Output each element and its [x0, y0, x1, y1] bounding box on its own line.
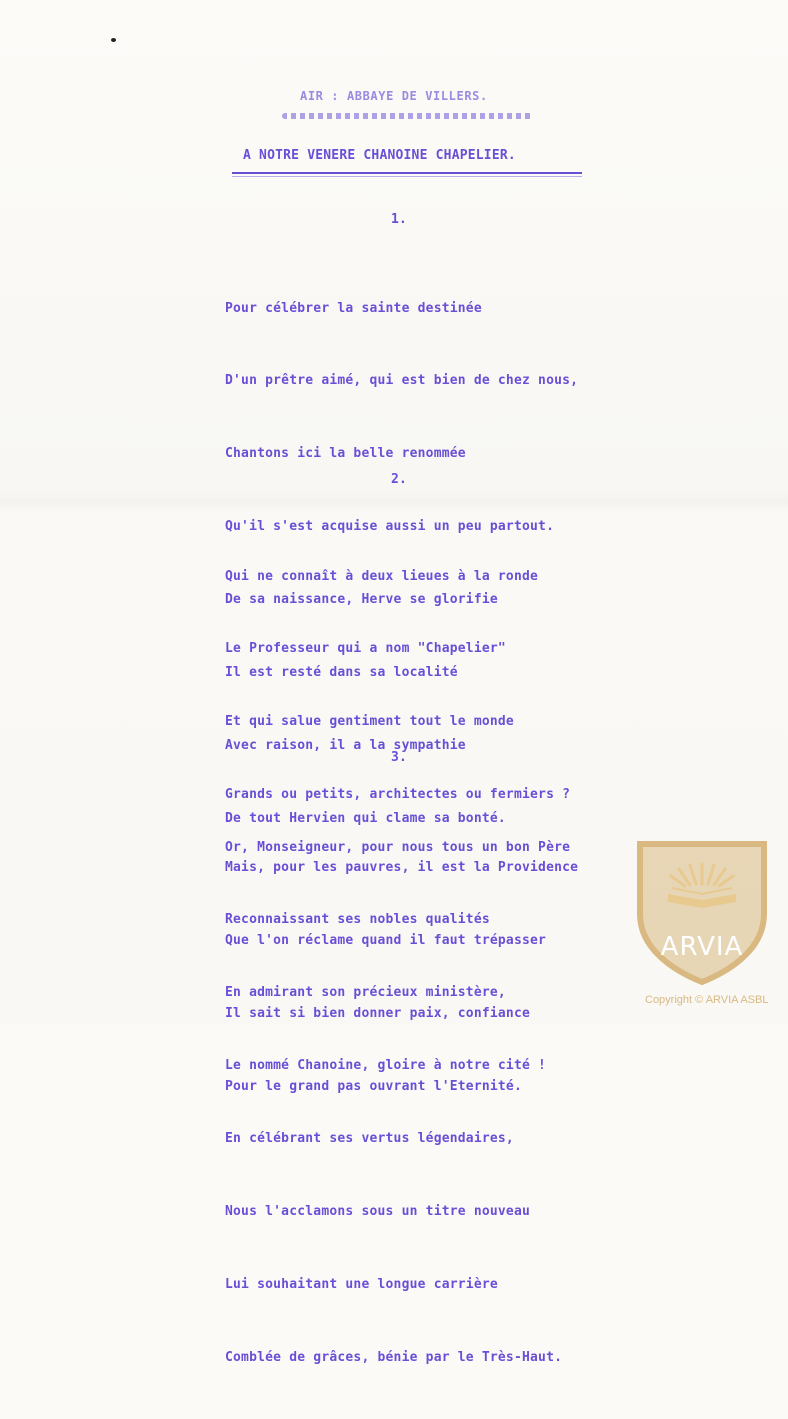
title-underline — [232, 172, 582, 174]
verse-line: Or, Monseigneur, pour nous tous un bon Père — [225, 839, 571, 855]
verse-line: Pour célébrer la sainte destinée — [225, 300, 482, 316]
air-underline — [282, 113, 532, 119]
verse-line: Reconnaissant ses nobles qualités — [225, 912, 490, 928]
stanza-3 — [225, 787, 570, 1419]
verse-line: Avec raison, il a la sympathie — [225, 737, 466, 753]
page-title: A NOTRE VENERE CHANOINE CHAPELIER. — [243, 148, 516, 163]
verse-line: Que l'on réclame quand il faut trépasser — [225, 933, 547, 949]
verse-line: D'un prêtre aimé, qui est bien de chez nous, — [225, 373, 579, 389]
stanza-number: 1. — [391, 212, 408, 227]
verse-line: Le Professeur qui a nom "Chapelier" — [225, 641, 506, 657]
copyright-text: Copyright © ARVIA ASBL — [645, 994, 769, 1006]
shield-icon — [632, 836, 772, 986]
logo-text: ARVIA — [660, 932, 744, 962]
verse-line: Chantons ici la belle renommée — [225, 446, 466, 462]
verse-line: Il sait si bien donner paix, confiance — [225, 1005, 531, 1021]
title-underline-second — [232, 176, 582, 177]
verse-line: Qu'il s'est acquise aussi un peu partout. — [225, 519, 555, 535]
verse-line: Comblée de grâces, bénie par le Très-Haut. — [225, 1349, 563, 1365]
verse-line: Mais, pour les pauvres, il est la Providence — [225, 860, 579, 876]
verse-line: Lui souhaitant une longue carrière — [225, 1276, 498, 1292]
verse-line: Et qui salue gentiment tout le monde — [225, 714, 514, 730]
stanza-number: 3. — [391, 750, 408, 765]
verse-line: Il est resté dans sa localité — [225, 665, 458, 681]
arvia-watermark — [632, 836, 772, 986]
stanza-number: 2. — [391, 472, 408, 487]
verse-line: Nous l'acclamons sous un titre nouveau — [225, 1204, 531, 1220]
ink-speck — [111, 38, 116, 42]
verse-line: De tout Hervien qui clame sa bonté. — [225, 810, 506, 826]
air-heading: AIR : ABBAYE DE VILLERS. — [300, 89, 488, 103]
verse-line: En admirant son précieux ministère, — [225, 985, 506, 1001]
verse-line: Grands ou petits, architectes ou fermiers ? — [225, 787, 571, 803]
verse-line: Qui ne connaît à deux lieues à la ronde — [225, 568, 539, 584]
verse-line: Pour le grand pas ouvrant l'Eternité. — [225, 1078, 522, 1094]
verse-line: Le nommé Chanoine, gloire à notre cité ! — [225, 1058, 547, 1074]
verse-line: En célébrant ses vertus légendaires, — [225, 1131, 514, 1147]
verse-line: De sa naissance, Herve se glorifie — [225, 592, 498, 608]
